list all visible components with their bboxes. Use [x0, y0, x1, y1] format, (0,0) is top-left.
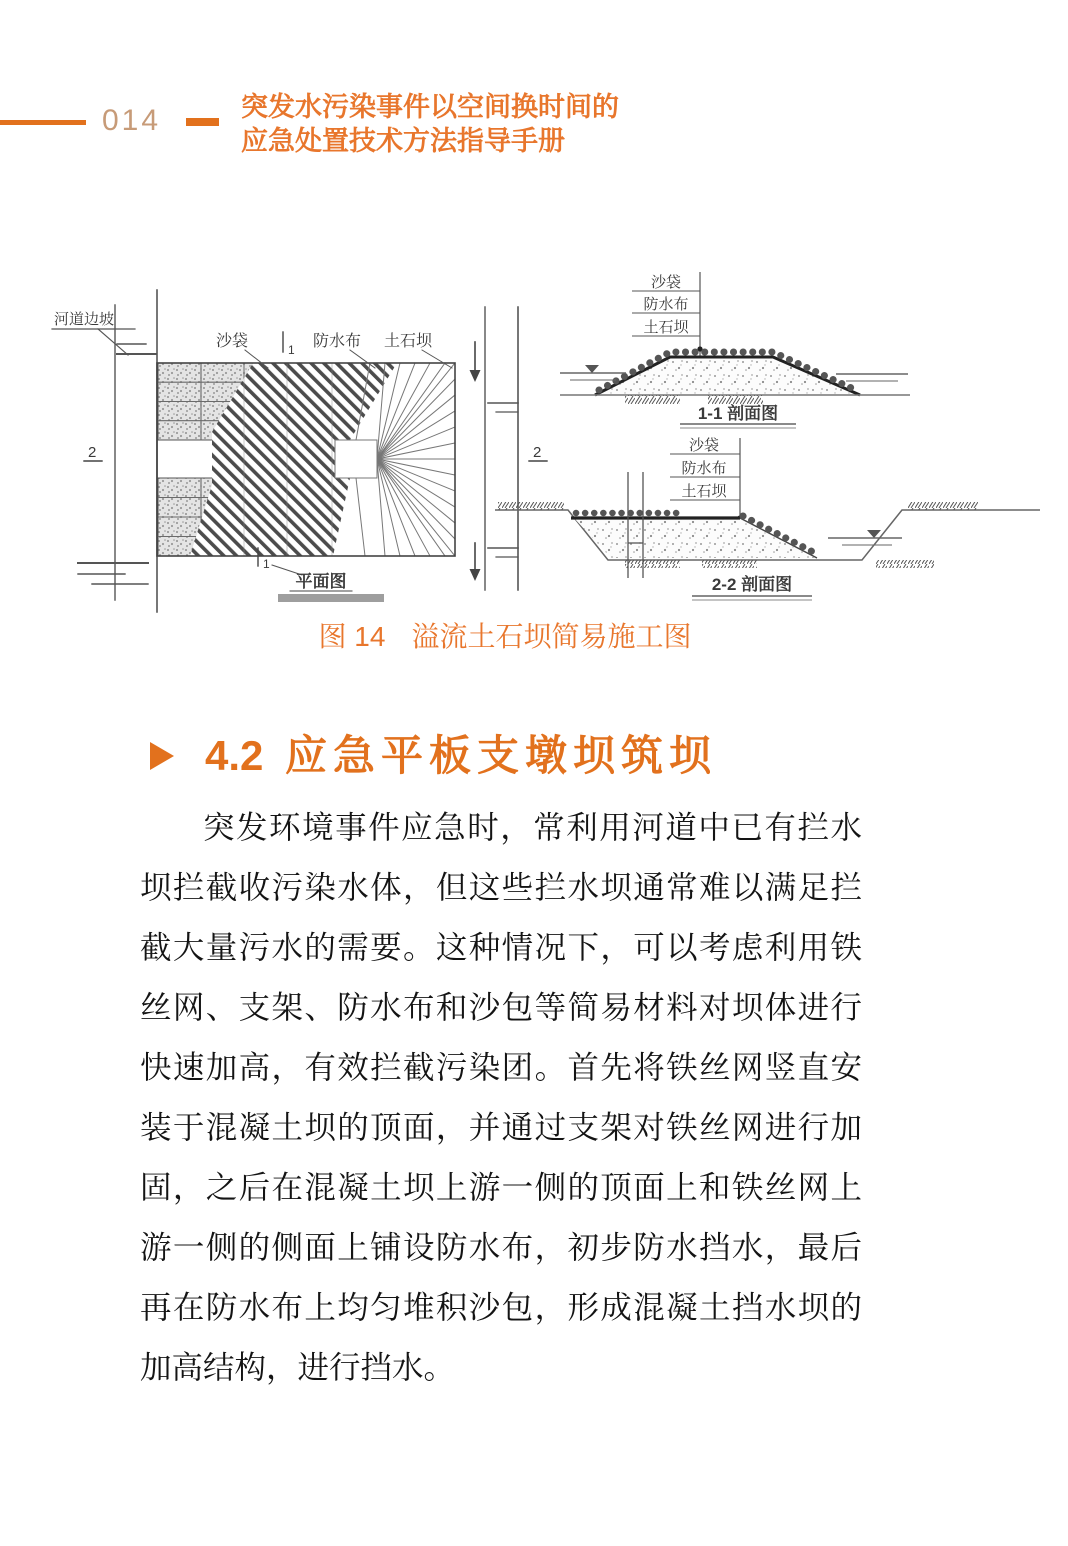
- s1-dam-label: 土石坝: [643, 319, 689, 336]
- svg-text:1-1 剖面图: 1-1 剖面图: [697, 404, 779, 423]
- svg-text:平面图: 平面图: [295, 572, 347, 591]
- running-head-line2: 应急处置技术方法指导手册: [241, 126, 565, 156]
- s1-cloth-label: 防水布: [643, 296, 689, 313]
- plan-cloth-label: 防水布: [312, 333, 362, 350]
- plan-bank-label: [52, 311, 135, 355]
- plan-section-marker-2-left: [84, 444, 102, 461]
- figure-caption-number: 图 14: [318, 621, 386, 652]
- plan-view-caption: [278, 571, 384, 602]
- s2-water-level: [828, 530, 902, 545]
- plan-section-marker-2-right: [529, 444, 547, 461]
- section-number: 4.2: [205, 732, 264, 779]
- plan-view: [52, 290, 547, 612]
- s2-cloth-label: 防水布: [681, 460, 727, 477]
- figure-diagram: [40, 260, 1045, 625]
- section-title: 应急平板支墩坝筑坝: [285, 732, 718, 779]
- cross-section-1-1: [560, 272, 910, 428]
- s2-sandbag-label: 沙袋: [688, 437, 720, 454]
- s2-caption: [692, 574, 812, 600]
- header-rule: [0, 120, 86, 125]
- plan-sandbag-label: 沙袋: [215, 333, 249, 350]
- s2-dam-label: 土石坝: [681, 483, 727, 500]
- figure-caption: [0, 615, 1010, 655]
- s1-water-level-right: [836, 374, 908, 381]
- svg-text:2-2 剖面图: 2-2 剖面图: [711, 575, 793, 594]
- running-head: [241, 90, 619, 158]
- running-head-line1: 突发水污染事件以空间换时间的: [241, 92, 619, 122]
- flow-arrow-down-bottom: [470, 543, 481, 581]
- triangle-bullet-icon: [150, 742, 174, 770]
- svg-text:2: 2: [88, 444, 97, 461]
- plan-section-marker-1-top: [283, 332, 295, 357]
- header-dash: [186, 118, 219, 126]
- figure-caption-title: 溢流土石坝简易施工图: [411, 621, 692, 652]
- s1-caption: [680, 403, 796, 428]
- plan-dam-label: 土石坝: [383, 333, 433, 350]
- svg-text:2: 2: [533, 444, 542, 461]
- svg-text:河道边坡: 河道边坡: [54, 311, 115, 328]
- svg-text:1: 1: [263, 557, 270, 571]
- plan-flow-channel: [470, 307, 519, 590]
- s1-sandbag-label: 沙袋: [650, 274, 682, 291]
- flow-arrow-down-top: [470, 342, 481, 382]
- svg-text:1: 1: [288, 343, 295, 357]
- page-number: 014: [102, 104, 162, 137]
- body-paragraph: 突发环境事件应急时，常利用河道中已有拦水坝拦截收污染水体，但这些拦水坝通常难以满足拦截大量污水的需要。这种情况下，可以考虑利用铁丝网、支架、防水布和沙包等简易材料对坝体进行快速加高，有效拦截污染团。首先将铁丝网竖直安装于混凝土坝的顶面，并通过支架对铁丝网进行加固，之后在混凝土坝上游一侧的顶面上和铁丝网上游一侧的侧面上铺设防水布，初步防水挡水，最后再在防水布上均匀堆积沙包，形成混凝土挡水坝的加高结构，进行挡水。: [140, 810, 862, 1385]
- cross-section-2-2: [495, 436, 1040, 600]
